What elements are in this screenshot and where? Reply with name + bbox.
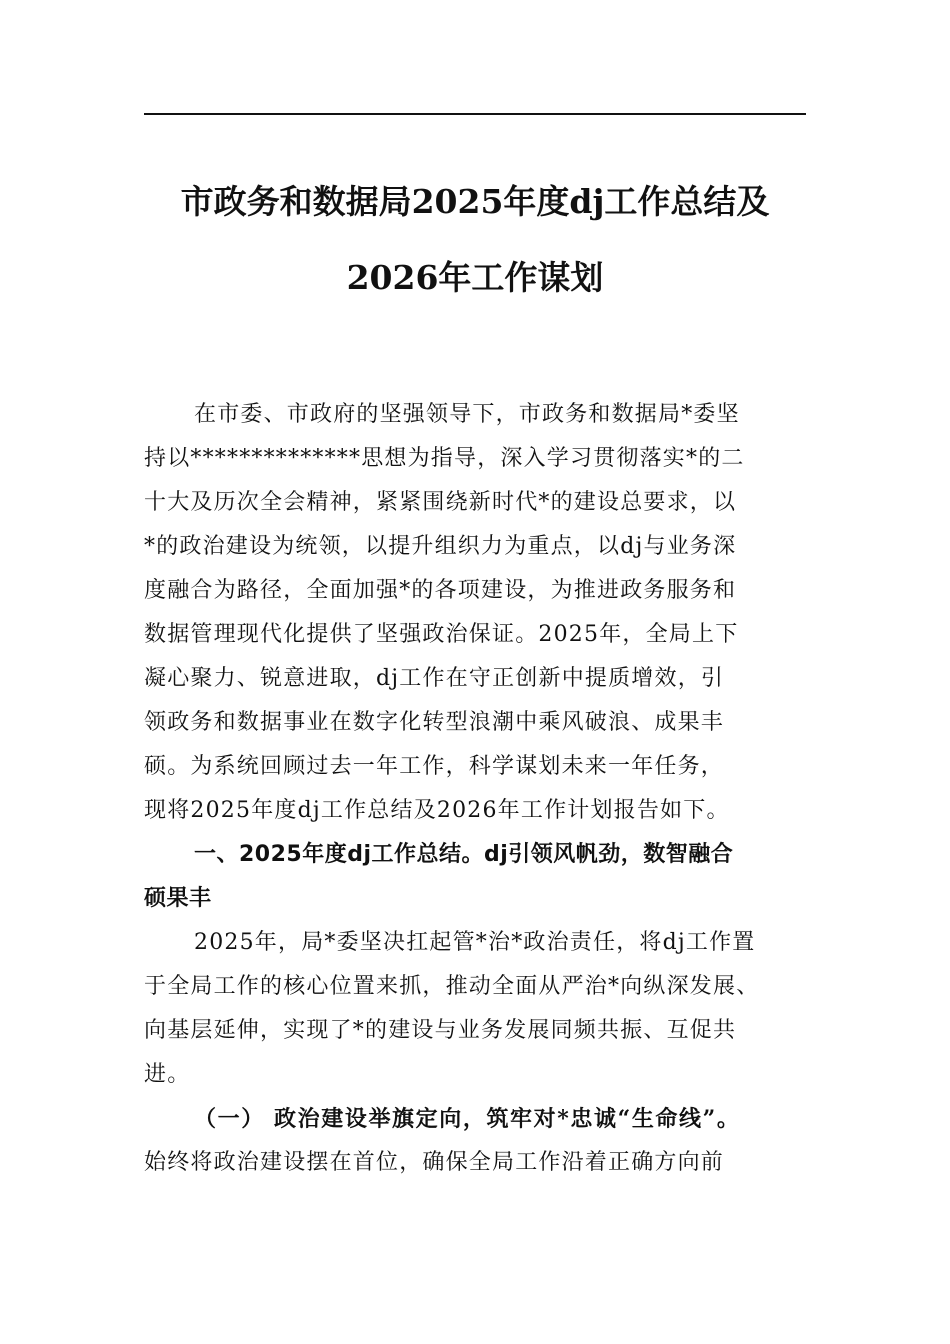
document-body [144, 393, 806, 1185]
text-line: 凝心聚力、锐意进取，dj工作在守正创新中提质增效，引 [144, 666, 725, 691]
text-line: 始终将政治建设摆在首位，确保全局工作沿着正确方向前 [144, 1150, 725, 1175]
document-title [144, 164, 806, 316]
header-rule [144, 113, 806, 115]
text-line: 度融合为路径，全面加强*的各项建设，为推进政务服务和 [144, 578, 737, 603]
text-line: 向基层延伸，实现了*的建设与业务发展同频共振、互促共 [144, 1018, 737, 1043]
title-line-2: 2026年工作谋划 [346, 258, 604, 297]
text-line: 现将2025年度dj工作总结及2026年工作计划报告如下。 [144, 798, 730, 823]
text-line: 在市委、市政府的坚强领导下，市政务和数据局*委坚 [194, 402, 740, 427]
section-heading-1 [144, 833, 806, 921]
text-line: 持以**************思想为指导，深入学习贯彻落实*的二 [144, 446, 745, 471]
text-line: *的政治建设为统领，以提升组织力为重点，以dj与业务深 [144, 534, 737, 559]
paragraph-summary [144, 921, 806, 1097]
heading-line: 一、2025年度dj工作总结。dj引领风帆劲，数智融合 [194, 842, 734, 867]
text-line: 进。 [144, 1062, 191, 1087]
text-line: 领政务和数据事业在数字化转型浪潮中乘风破浪、成果丰 [144, 710, 725, 735]
text-line: 2025年，局*委坚决扛起管*治*政治责任，将dj工作置 [194, 930, 756, 955]
title-line-1: 市政务和数据局2025年度dj工作总结及 [180, 182, 770, 221]
paragraph-intro [144, 393, 806, 833]
text-line: 于全局工作的核心位置来抓，推动全面从严治*向纵深发展、 [144, 974, 760, 999]
text-line: 硕。为系统回顾过去一年工作，科学谋划未来一年任务， [144, 754, 725, 779]
subheading-line: （一） 政治建设举旗定向，筑牢对*忠诚“生命线”。 [194, 1106, 741, 1132]
text-line: 十大及历次全会精神，紧紧围绕新时代*的建设总要求，以 [144, 490, 737, 515]
text-line: 数据管理现代化提供了坚强政治保证。2025年，全局上下 [144, 622, 739, 647]
heading-line: 硕果丰 [144, 886, 212, 911]
subsection-1 [144, 1097, 806, 1185]
